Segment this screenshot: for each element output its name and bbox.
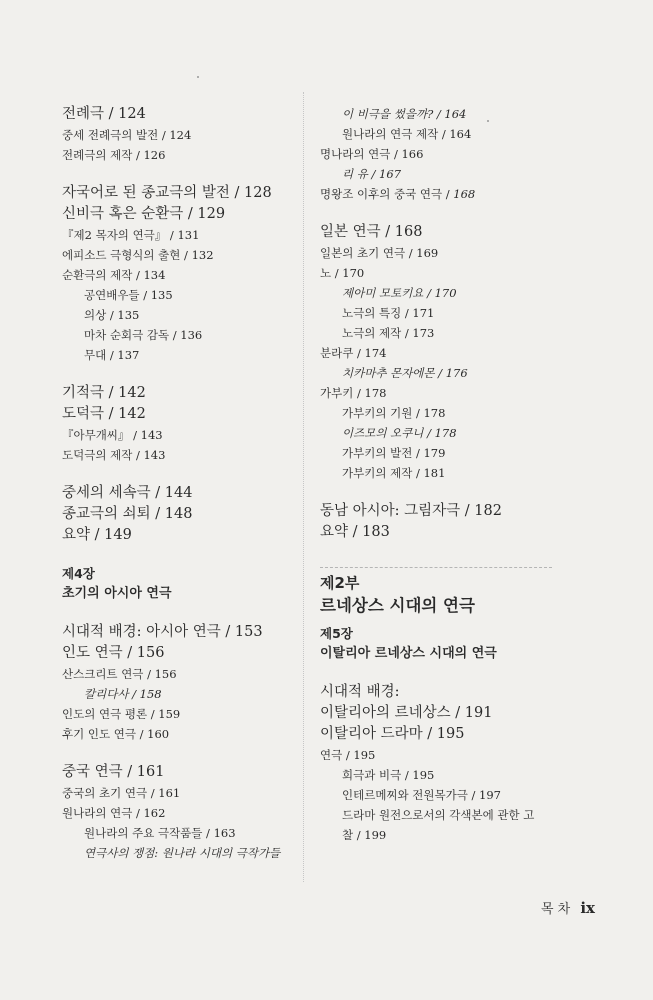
toc-entry: 노극의 특징 / 171: [342, 306, 435, 320]
paper-speck: [197, 76, 199, 78]
toc-entry: 드라마 원전으로서의 각색본에 관한 고: [342, 808, 535, 822]
chapter-number: 제4장: [62, 566, 95, 581]
toc-entry: 동남 아시아: 그림자극 / 182: [320, 503, 502, 519]
section-gap: [320, 483, 552, 501]
toc-entry: 산스크리트 연극 / 156: [62, 667, 177, 681]
toc-entry: 가부키의 기원 / 178: [342, 406, 446, 420]
toc-entry: 치카마추 몬자에몬 / 176: [342, 366, 468, 380]
part-number: 제2부: [320, 574, 360, 592]
toc-entry: 원나라의 연극 제작 / 164: [342, 127, 472, 141]
toc-entry: 자국어로 된 종교극의 발전 / 128: [62, 185, 272, 201]
toc-entry: 『제2 목자의 연극』 / 131: [62, 228, 200, 242]
toc-entry: 중국의 초기 연극 / 161: [62, 786, 181, 800]
toc-entry: 일본 연극 / 168: [320, 224, 423, 240]
toc-entry: 공연배우들 / 135: [84, 288, 173, 302]
toc-entry: 전례극의 제작 / 126: [62, 148, 166, 162]
toc-entry: 무대 / 137: [84, 348, 140, 362]
toc-entry: 가부키 / 178: [320, 386, 387, 400]
toc-entry: 명왕조 이후의 중국 연극 / 168: [320, 187, 476, 201]
part-title: 르네상스 시대의 연극: [320, 596, 475, 615]
section-gap: [62, 744, 294, 762]
toc-entry: 칼리다사 / 158: [84, 687, 162, 701]
toc-entry: 시대적 배경: 아시아 연극 / 153: [62, 624, 263, 640]
toc-entry: 중세 전례극의 발전 / 124: [62, 128, 192, 142]
toc-entry: 이즈모의 오쿠니 / 178: [342, 426, 457, 440]
chapter-title: 이탈리아 르네상스 시대의 연극: [320, 646, 497, 661]
column-divider: [303, 92, 304, 882]
toc-entry: 전례극 / 124: [62, 106, 146, 122]
toc-entry: 마차 순회극 감독 / 136: [84, 328, 203, 342]
toc-entry: 신비극 혹은 순환극 / 129: [62, 206, 226, 222]
toc-entry: 종교극의 쇠퇴 / 148: [62, 506, 193, 522]
section-gap: [320, 204, 552, 222]
part-heading: [320, 567, 552, 618]
section-gap: [320, 543, 552, 561]
toc-entry: 가부키의 제작 / 181: [342, 466, 446, 480]
toc-entry: 도덕극 / 142: [62, 406, 146, 422]
toc-entry: 연극사의 쟁점: 원나라 시대의 극작가들: [84, 846, 281, 860]
toc-entry: 중세의 세속극 / 144: [62, 485, 193, 501]
chapter-number: 제5장: [320, 626, 353, 641]
toc-entry: 희극과 비극 / 195: [342, 768, 435, 782]
toc-entry: 가부키의 발전 / 179: [342, 446, 446, 460]
toc-entry: 노극의 제작 / 173: [342, 326, 435, 340]
toc-entry: 후기 인도 연극 / 160: [62, 727, 170, 741]
toc-entry: 의상 / 135: [84, 308, 140, 322]
toc-entry: 인도 연극 / 156: [62, 645, 165, 661]
toc-entry: 원나라의 주요 극작품들 / 163: [84, 826, 236, 840]
toc-entry: 연극 / 195: [320, 748, 376, 762]
toc-entry: 기적극 / 142: [62, 385, 146, 401]
toc-entry: 이탈리아의 르네상스 / 191: [320, 705, 493, 721]
toc-entry: 제아미 모토키요 / 170: [342, 286, 457, 300]
toc-entry: 명나라의 연극 / 166: [320, 147, 424, 161]
section-gap: [62, 365, 294, 383]
toc-entry: 이탈리아 드라마 / 195: [320, 726, 465, 742]
toc-entry: 분라쿠 / 174: [320, 346, 387, 360]
toc-entry: 중국 연극 / 161: [62, 764, 165, 780]
section-gap: [62, 546, 294, 564]
toc-entry: 원나라의 연극 / 162: [62, 806, 166, 820]
footer-label: 목 차: [540, 902, 571, 917]
page-number: ix: [580, 899, 595, 917]
toc-entry: 인테르메찌와 전원목가극 / 197: [342, 788, 501, 802]
toc-entry: 시대적 배경:: [320, 684, 400, 700]
section-gap: [320, 664, 552, 682]
toc-entry: 인도의 연극 평론 / 159: [62, 707, 181, 721]
toc-entry: 요약 / 183: [320, 524, 390, 540]
toc-entry: 순환극의 제작 / 134: [62, 268, 166, 282]
toc-entry: 찰 / 199: [342, 828, 387, 842]
toc-left-column: [62, 104, 294, 863]
toc-entry: 『아무개씨』 / 143: [62, 428, 163, 442]
toc-right-column: [320, 104, 552, 845]
section-gap: [62, 604, 294, 622]
page-ref: 168: [453, 187, 476, 201]
section-gap: [62, 465, 294, 483]
toc-entry: 요약 / 149: [62, 527, 132, 543]
toc-entry: 일본의 초기 연극 / 169: [320, 246, 439, 260]
toc-entry: 도덕극의 제작 / 143: [62, 448, 166, 462]
toc-entry: 노 / 170: [320, 266, 365, 280]
toc-entry: 이 비극을 썼을까? / 164: [342, 107, 467, 121]
toc-entry: 에피소드 극형식의 출현 / 132: [62, 248, 214, 262]
section-gap: [62, 165, 294, 183]
chapter-title: 초기의 아시아 연극: [62, 586, 172, 601]
page-footer: [541, 898, 595, 917]
toc-entry: 리 유 / 167: [342, 167, 402, 181]
